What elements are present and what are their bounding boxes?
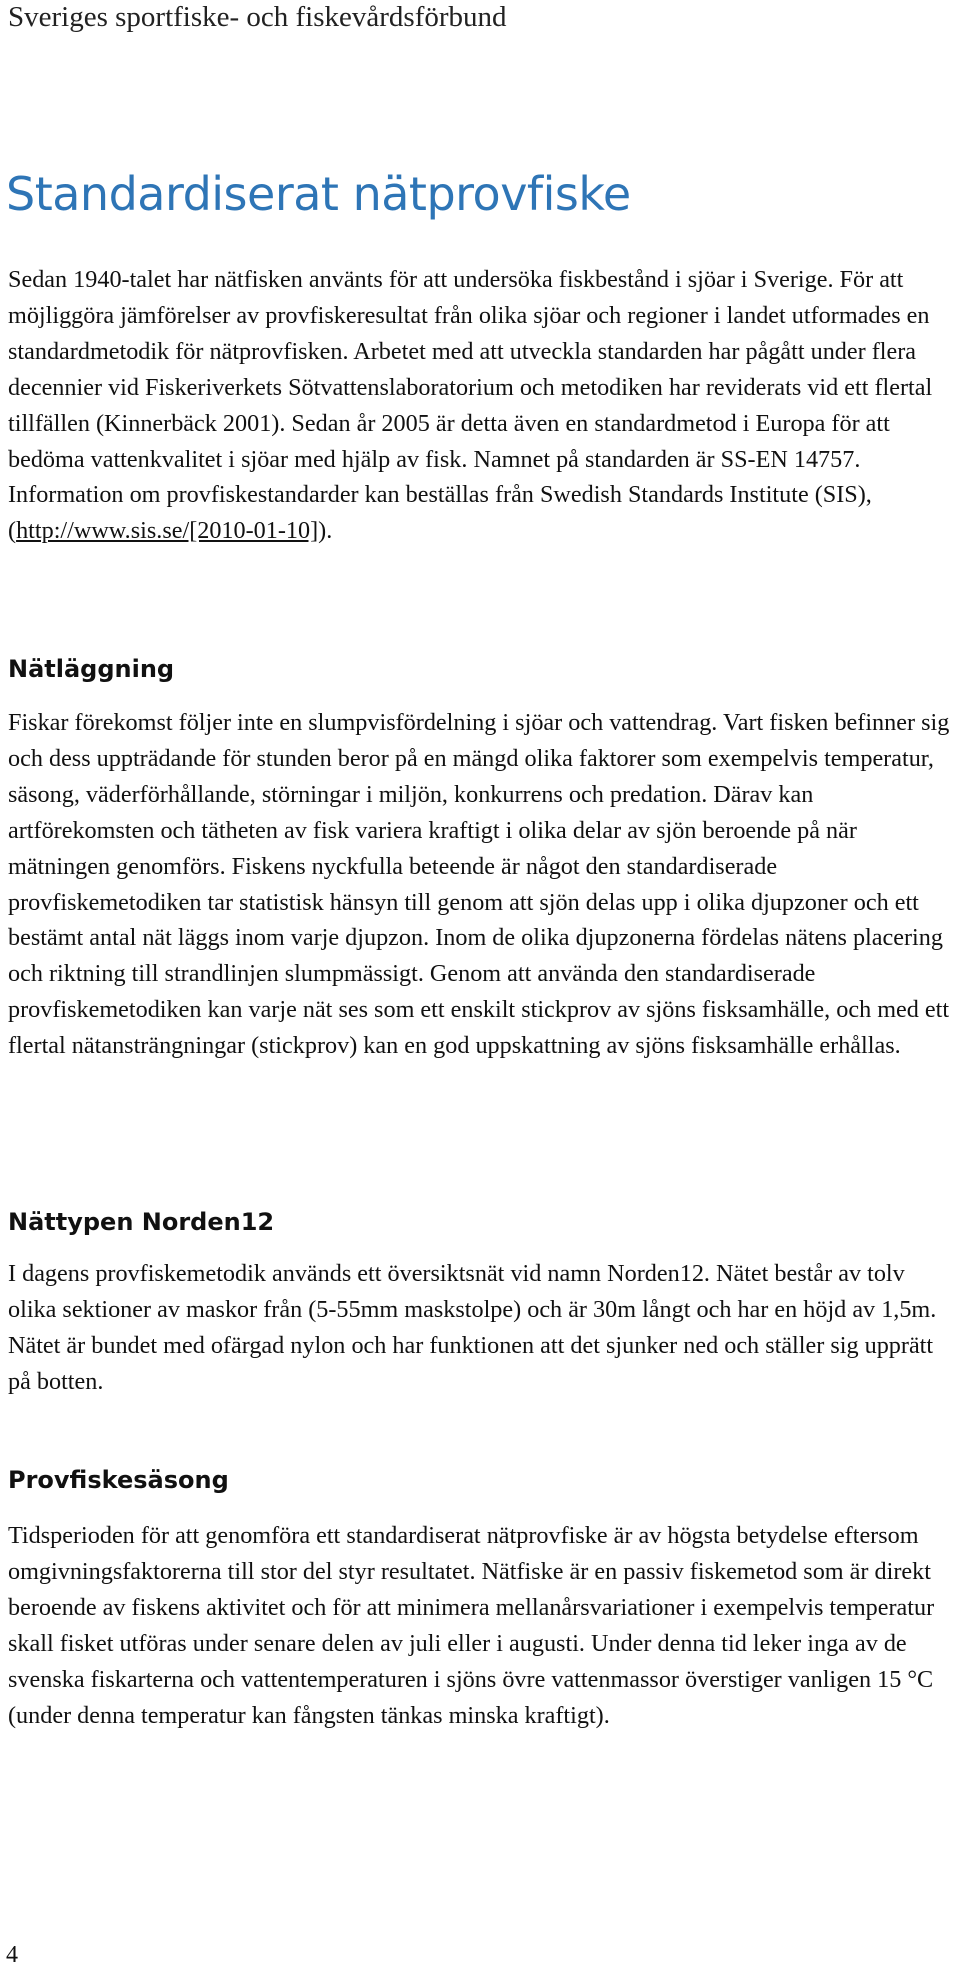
organization-header: Sveriges sportfiske- och fiskevårdsförbund bbox=[8, 1, 507, 33]
section-heading-nattypen: Nättypen Norden12 bbox=[8, 1208, 275, 1236]
section-body-nattypen: I dagens provfiskemetodik används ett översiktsnät vid namn Norden12. Nätet består av tolv olika sektioner av maskor från (5-55mm maskstolpe) och är 30m långt och har en höjd av 1,5m. Nätet är bundet med ofärgad nylon och har funktionen att det sjunker ned och ställer sig upprätt på botten. bbox=[8, 1260, 937, 1395]
page-title: Standardiserat nätprovfiske bbox=[6, 167, 631, 221]
intro-paragraph bbox=[8, 262, 956, 549]
page-number: 4 bbox=[6, 1942, 18, 1968]
section-heading-natlaggning: Nätläggning bbox=[8, 655, 175, 683]
sis-link[interactable]: http://www.sis.se/[2010-01-10] bbox=[16, 517, 319, 545]
intro-text-end: ). bbox=[318, 517, 333, 545]
section-body-natlaggning: Fiskar förekomst följer inte en slumpvisfördelning i sjöar och vattendrag. Vart fisken befinner sig och dess uppträdande för stunden beror på en mängd olika faktorer som exempelvis temperatur, säsong, väderförhållande, störningar i miljön, konkurrens och predation. Därav kan artförekomsten och tätheten av fisk variera kraftigt i olika delar av sjön beroende på när mätningen genomförs. Fiskens nyckfulla beteende är något den standardiserade provfiskemetodiken tar statistisk hänsyn till genom att sjön delas upp i olika djupzoner och ett bestämt antal nät läggs inom varje djupzon. Inom de olika djupzonerna fördelas nätens placering och riktning till strandlinjen slumpmässigt. Genom att använda den standardiserade provfiskemetodiken kan varje nät ses som ett enskilt stickprov av sjöns fisksamhälle, och med ett flertal nätansträngningar (stickprov) kan en god uppskattning av sjöns fisksamhälle erhållas. bbox=[8, 709, 950, 1060]
section-body-provfiskesasong: Tidsperioden för att genomföra ett standardiserat nätprovfiske är av högsta betydelse eftersom omgivningsfaktorerna till stor del styr resultatet. Nätfiske är en passiv fiskemetod som är direkt beroende av fiskens aktivitet och för att minimera mellanårsvariationer i exempelvis temperatur skall fisket utföras under senare delen av juli eller i augusti. Under denna tid leker inga av de svenska fiskarterna och vattentemperaturen i sjöns övre vattenmassor överstiger vanligen 15 °C (under denna temperatur kan fångsten tänkas minska kraftigt). bbox=[8, 1522, 935, 1729]
intro-text: Sedan 1940-talet har nätfisken använts för att undersöka fiskbestånd i sjöar i Sverige. För att möjliggöra jämförelser av provfiskeresultat från olika sjöar och regioner i landet utformades en standardmetodik för nätprovfisken. Arbetet med att utveckla standarden har pågått under flera decennier vid Fiskeriverkets Sötvattenslaboratorium och metodiken har reviderats vid ett flertal tillfällen (Kinnerbäck 2001). Sedan år 2005 är detta även en standardmetod i Europa för att bedöma vattenkvalitet i sjöar med hjälp av fisk. Namnet på standarden är SS-EN 14757. Information om provfiskestandarder kan beställas från Swedish Standards Institute (SIS), ( bbox=[8, 266, 933, 545]
section-heading-provfiskesasong: Provfiskesäsong bbox=[8, 1466, 229, 1494]
